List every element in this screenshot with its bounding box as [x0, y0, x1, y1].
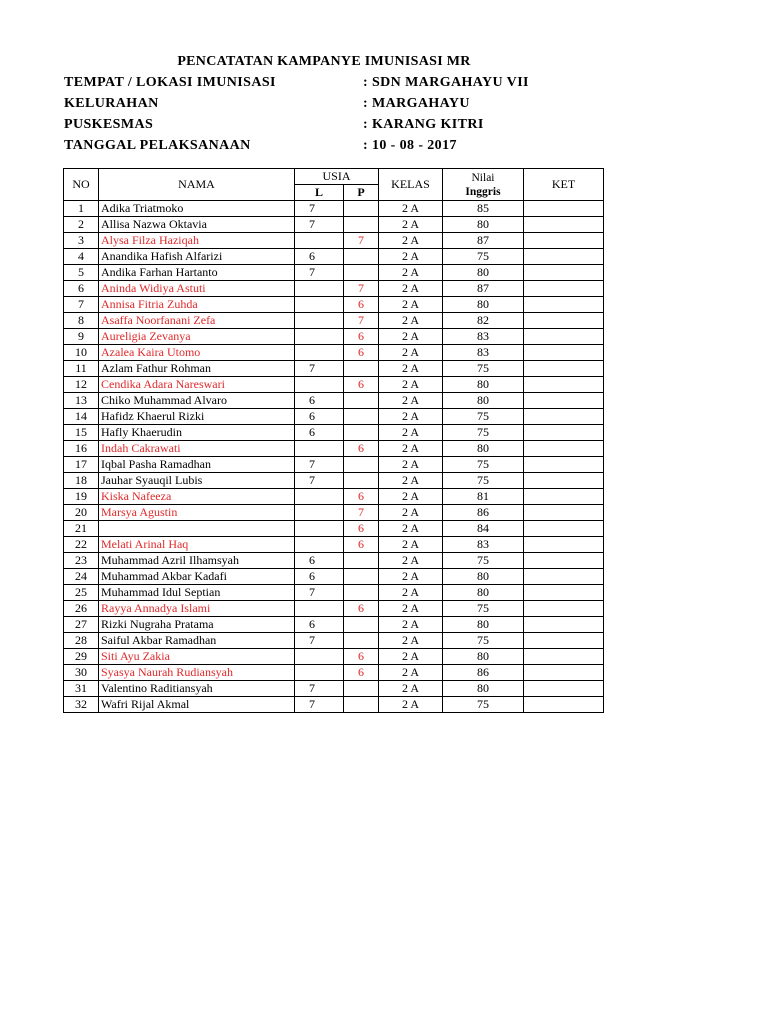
cell-nama: Aninda Widiya Astuti — [99, 281, 295, 297]
cell-l: 6 — [295, 553, 344, 569]
cell-nama: Indah Cakrawati — [99, 441, 295, 457]
cell-nilai: 75 — [443, 697, 524, 713]
cell-l — [295, 665, 344, 681]
cell-kelas: 2 A — [379, 233, 443, 249]
header-kelas: KELAS — [379, 169, 443, 201]
cell-no: 25 — [64, 585, 99, 601]
cell-p — [344, 617, 379, 633]
cell-l: 6 — [295, 617, 344, 633]
cell-ket — [524, 473, 604, 489]
cell-no: 4 — [64, 249, 99, 265]
cell-no: 28 — [64, 633, 99, 649]
cell-ket — [524, 617, 604, 633]
table-row — [64, 329, 604, 345]
cell-ket — [524, 489, 604, 505]
cell-p — [344, 201, 379, 217]
cell-kelas: 2 A — [379, 265, 443, 281]
cell-kelas: 2 A — [379, 521, 443, 537]
cell-ket — [524, 649, 604, 665]
cell-no: 16 — [64, 441, 99, 457]
cell-l — [295, 537, 344, 553]
cell-kelas: 2 A — [379, 201, 443, 217]
cell-l — [295, 233, 344, 249]
table-row — [64, 233, 604, 249]
header-row-1 — [64, 169, 604, 185]
cell-ket — [524, 265, 604, 281]
cell-l: 6 — [295, 569, 344, 585]
cell-p — [344, 633, 379, 649]
cell-ket — [524, 217, 604, 233]
cell-nama: Jauhar Syauqil Lubis — [99, 473, 295, 489]
cell-kelas: 2 A — [379, 473, 443, 489]
cell-nama: Chiko Muhammad Alvaro — [99, 393, 295, 409]
cell-ket — [524, 393, 604, 409]
cell-no: 19 — [64, 489, 99, 505]
cell-l: 7 — [295, 473, 344, 489]
cell-p: 7 — [344, 313, 379, 329]
cell-kelas: 2 A — [379, 409, 443, 425]
cell-nilai: 84 — [443, 521, 524, 537]
cell-nilai: 75 — [443, 425, 524, 441]
cell-l — [295, 377, 344, 393]
cell-ket — [524, 697, 604, 713]
cell-no: 10 — [64, 345, 99, 361]
table-row — [64, 489, 604, 505]
cell-nilai: 82 — [443, 313, 524, 329]
cell-nilai: 87 — [443, 233, 524, 249]
cell-ket — [524, 537, 604, 553]
cell-l — [295, 521, 344, 537]
cell-nilai: 80 — [443, 649, 524, 665]
cell-p: 6 — [344, 441, 379, 457]
cell-nama: Azalea Kaira Utomo — [99, 345, 295, 361]
cell-p — [344, 697, 379, 713]
cell-p: 7 — [344, 233, 379, 249]
cell-ket — [524, 249, 604, 265]
cell-p — [344, 249, 379, 265]
cell-l: 7 — [295, 457, 344, 473]
cell-kelas: 2 A — [379, 569, 443, 585]
table-row — [64, 505, 604, 521]
cell-nilai: 75 — [443, 553, 524, 569]
table-row — [64, 297, 604, 313]
cell-no: 1 — [64, 201, 99, 217]
cell-kelas: 2 A — [379, 217, 443, 233]
cell-nilai: 83 — [443, 345, 524, 361]
immunization-table — [63, 168, 604, 713]
document-title-text: PENCATATAN KAMPANYE IMUNISASI MR — [177, 54, 471, 69]
cell-p: 7 — [344, 281, 379, 297]
table-row — [64, 617, 604, 633]
info-value: : 10 - 08 - 2017 — [363, 138, 457, 153]
cell-l — [295, 281, 344, 297]
cell-kelas: 2 A — [379, 601, 443, 617]
cell-nilai: 75 — [443, 473, 524, 489]
table-header — [64, 169, 604, 201]
cell-nama: Allisa Nazwa Oktavia — [99, 217, 295, 233]
cell-no: 30 — [64, 665, 99, 681]
cell-nama: Siti Ayu Zakia — [99, 649, 295, 665]
cell-p: 6 — [344, 345, 379, 361]
cell-nilai: 81 — [443, 489, 524, 505]
cell-l: 7 — [295, 361, 344, 377]
cell-ket — [524, 425, 604, 441]
cell-p — [344, 457, 379, 473]
cell-p — [344, 265, 379, 281]
cell-no: 17 — [64, 457, 99, 473]
table-row — [64, 569, 604, 585]
cell-no: 12 — [64, 377, 99, 393]
cell-ket — [524, 377, 604, 393]
cell-nama — [99, 521, 295, 537]
cell-kelas: 2 A — [379, 505, 443, 521]
cell-no: 3 — [64, 233, 99, 249]
cell-nilai: 83 — [443, 537, 524, 553]
table-row — [64, 217, 604, 233]
cell-kelas: 2 A — [379, 297, 443, 313]
cell-kelas: 2 A — [379, 697, 443, 713]
cell-nama: Hafly Khaerudin — [99, 425, 295, 441]
cell-nama: Saiful Akbar Ramadhan — [99, 633, 295, 649]
header-nama: NAMA — [99, 169, 295, 201]
cell-kelas: 2 A — [379, 681, 443, 697]
cell-nama: Syasya Naurah Rudiansyah — [99, 665, 295, 681]
cell-nilai: 75 — [443, 249, 524, 265]
cell-ket — [524, 665, 604, 681]
cell-ket — [524, 233, 604, 249]
cell-kelas: 2 A — [379, 585, 443, 601]
table-row — [64, 665, 604, 681]
cell-l — [295, 489, 344, 505]
cell-nama: Muhammad Akbar Kadafi — [99, 569, 295, 585]
cell-kelas: 2 A — [379, 649, 443, 665]
cell-ket — [524, 633, 604, 649]
cell-nama: Alysa Filza Haziqah — [99, 233, 295, 249]
table-row — [64, 425, 604, 441]
info-label: PUSKESMAS — [64, 117, 154, 132]
cell-nama: Andika Farhan Hartanto — [99, 265, 295, 281]
cell-no: 32 — [64, 697, 99, 713]
cell-nilai: 86 — [443, 505, 524, 521]
info-value: : SDN MARGAHAYU VII — [363, 75, 529, 90]
cell-nilai: 80 — [443, 217, 524, 233]
cell-nama: Rizki Nugraha Pratama — [99, 617, 295, 633]
cell-nama: Annisa Fitria Zuhda — [99, 297, 295, 313]
header-l: L — [295, 185, 344, 201]
cell-no: 20 — [64, 505, 99, 521]
cell-kelas: 2 A — [379, 441, 443, 457]
cell-l: 6 — [295, 409, 344, 425]
cell-ket — [524, 681, 604, 697]
cell-p — [344, 569, 379, 585]
cell-l: 7 — [295, 217, 344, 233]
cell-nilai: 75 — [443, 601, 524, 617]
cell-p — [344, 217, 379, 233]
cell-nama: Wafri Rijal Akmal — [99, 697, 295, 713]
cell-ket — [524, 553, 604, 569]
cell-no: 22 — [64, 537, 99, 553]
header-nilai-line1: Nilai — [471, 171, 495, 184]
cell-nama: Cendika Adara Nareswari — [99, 377, 295, 393]
cell-p — [344, 585, 379, 601]
cell-kelas: 2 A — [379, 313, 443, 329]
cell-no: 23 — [64, 553, 99, 569]
info-label: TEMPAT / LOKASI IMUNISASI — [64, 75, 276, 90]
cell-no: 7 — [64, 297, 99, 313]
cell-ket — [524, 201, 604, 217]
cell-kelas: 2 A — [379, 393, 443, 409]
cell-p — [344, 553, 379, 569]
cell-ket — [524, 361, 604, 377]
cell-kelas: 2 A — [379, 329, 443, 345]
cell-l — [295, 329, 344, 345]
cell-p — [344, 425, 379, 441]
cell-nilai: 80 — [443, 681, 524, 697]
info-value: : MARGAHAYU — [363, 96, 470, 111]
cell-l: 7 — [295, 697, 344, 713]
cell-l: 7 — [295, 633, 344, 649]
cell-no: 27 — [64, 617, 99, 633]
cell-nilai: 80 — [443, 569, 524, 585]
cell-kelas: 2 A — [379, 345, 443, 361]
cell-l — [295, 313, 344, 329]
info-label: KELURAHAN — [64, 96, 159, 111]
table-row — [64, 361, 604, 377]
cell-nilai: 75 — [443, 633, 524, 649]
cell-kelas: 2 A — [379, 249, 443, 265]
cell-no: 14 — [64, 409, 99, 425]
cell-l — [295, 505, 344, 521]
cell-p — [344, 409, 379, 425]
cell-p: 7 — [344, 505, 379, 521]
cell-no: 26 — [64, 601, 99, 617]
cell-no: 15 — [64, 425, 99, 441]
cell-kelas: 2 A — [379, 489, 443, 505]
cell-p — [344, 473, 379, 489]
cell-l: 6 — [295, 249, 344, 265]
cell-nilai: 75 — [443, 409, 524, 425]
cell-kelas: 2 A — [379, 361, 443, 377]
cell-l — [295, 649, 344, 665]
cell-nilai: 80 — [443, 441, 524, 457]
table-row — [64, 201, 604, 217]
cell-ket — [524, 601, 604, 617]
cell-no: 13 — [64, 393, 99, 409]
header-usia: USIA — [295, 169, 379, 185]
cell-p — [344, 361, 379, 377]
cell-p — [344, 393, 379, 409]
cell-nilai: 80 — [443, 265, 524, 281]
cell-ket — [524, 329, 604, 345]
cell-no: 21 — [64, 521, 99, 537]
cell-nama: Muhammad Azril Ilhamsyah — [99, 553, 295, 569]
cell-kelas: 2 A — [379, 617, 443, 633]
cell-l: 7 — [295, 585, 344, 601]
cell-nilai: 80 — [443, 377, 524, 393]
table-row — [64, 249, 604, 265]
cell-kelas: 2 A — [379, 553, 443, 569]
table-row — [64, 521, 604, 537]
cell-ket — [524, 441, 604, 457]
cell-kelas: 2 A — [379, 425, 443, 441]
cell-nama: Asaffa Noorfanani Zefa — [99, 313, 295, 329]
table-row — [64, 281, 604, 297]
cell-p: 6 — [344, 489, 379, 505]
cell-nama: Anandika Hafish Alfarizi — [99, 249, 295, 265]
cell-nilai: 83 — [443, 329, 524, 345]
cell-nama: Aureligia Zevanya — [99, 329, 295, 345]
header-nilai — [443, 169, 524, 201]
cell-p: 6 — [344, 665, 379, 681]
cell-ket — [524, 521, 604, 537]
table-row — [64, 633, 604, 649]
table-row — [64, 681, 604, 697]
header-ket: KET — [524, 169, 604, 201]
cell-nilai: 75 — [443, 457, 524, 473]
cell-no: 11 — [64, 361, 99, 377]
cell-ket — [524, 457, 604, 473]
cell-p — [344, 681, 379, 697]
document-title — [0, 54, 768, 70]
cell-ket — [524, 505, 604, 521]
cell-ket — [524, 569, 604, 585]
cell-l: 7 — [295, 201, 344, 217]
table-row — [64, 649, 604, 665]
cell-no: 8 — [64, 313, 99, 329]
cell-nilai: 75 — [443, 361, 524, 377]
table-row — [64, 537, 604, 553]
cell-kelas: 2 A — [379, 665, 443, 681]
cell-ket — [524, 409, 604, 425]
cell-nilai: 86 — [443, 665, 524, 681]
cell-kelas: 2 A — [379, 281, 443, 297]
table-row — [64, 393, 604, 409]
cell-nilai: 85 — [443, 201, 524, 217]
cell-l: 6 — [295, 393, 344, 409]
cell-nama: Muhammad Idul Septian — [99, 585, 295, 601]
header-p: P — [344, 185, 379, 201]
cell-l: 7 — [295, 265, 344, 281]
cell-nilai: 87 — [443, 281, 524, 297]
cell-nilai: 80 — [443, 585, 524, 601]
cell-ket — [524, 585, 604, 601]
cell-l: 7 — [295, 681, 344, 697]
cell-p: 6 — [344, 649, 379, 665]
cell-kelas: 2 A — [379, 633, 443, 649]
cell-l — [295, 345, 344, 361]
cell-kelas: 2 A — [379, 537, 443, 553]
cell-nama: Marsya Agustin — [99, 505, 295, 521]
table-row — [64, 265, 604, 281]
table-row — [64, 409, 604, 425]
cell-l: 6 — [295, 425, 344, 441]
cell-nama: Iqbal Pasha Ramadhan — [99, 457, 295, 473]
table-row — [64, 553, 604, 569]
cell-ket — [524, 297, 604, 313]
header-nilai-line2: Inggris — [465, 185, 501, 198]
table-body — [64, 201, 604, 713]
cell-nama: Rayya Annadya Islami — [99, 601, 295, 617]
table-row — [64, 313, 604, 329]
header-no: NO — [64, 169, 99, 201]
cell-ket — [524, 345, 604, 361]
info-label: TANGGAL PELAKSANAAN — [64, 138, 251, 153]
cell-nama: Hafidz Khaerul Rizki — [99, 409, 295, 425]
cell-no: 6 — [64, 281, 99, 297]
cell-ket — [524, 281, 604, 297]
cell-no: 2 — [64, 217, 99, 233]
cell-kelas: 2 A — [379, 377, 443, 393]
table-row — [64, 377, 604, 393]
cell-nama: Kiska Nafeeza — [99, 489, 295, 505]
cell-no: 31 — [64, 681, 99, 697]
cell-l — [295, 441, 344, 457]
cell-p: 6 — [344, 297, 379, 313]
cell-nilai: 80 — [443, 297, 524, 313]
cell-p: 6 — [344, 377, 379, 393]
cell-no: 18 — [64, 473, 99, 489]
cell-nama: Adika Triatmoko — [99, 201, 295, 217]
cell-p: 6 — [344, 521, 379, 537]
cell-nilai: 80 — [443, 617, 524, 633]
cell-l — [295, 601, 344, 617]
cell-no: 24 — [64, 569, 99, 585]
cell-l — [295, 297, 344, 313]
cell-no: 29 — [64, 649, 99, 665]
cell-p: 6 — [344, 537, 379, 553]
cell-nama: Valentino Raditiansyah — [99, 681, 295, 697]
cell-ket — [524, 313, 604, 329]
cell-nama: Azlam Fathur Rohman — [99, 361, 295, 377]
cell-p: 6 — [344, 601, 379, 617]
table-row — [64, 473, 604, 489]
cell-nilai: 80 — [443, 393, 524, 409]
table-row — [64, 585, 604, 601]
table-row — [64, 441, 604, 457]
info-value: : KARANG KITRI — [363, 117, 484, 132]
table-row — [64, 457, 604, 473]
cell-kelas: 2 A — [379, 457, 443, 473]
cell-no: 5 — [64, 265, 99, 281]
cell-nama: Melati Arinal Haq — [99, 537, 295, 553]
cell-p: 6 — [344, 329, 379, 345]
table-row — [64, 601, 604, 617]
table-row — [64, 697, 604, 713]
table-row — [64, 345, 604, 361]
cell-no: 9 — [64, 329, 99, 345]
